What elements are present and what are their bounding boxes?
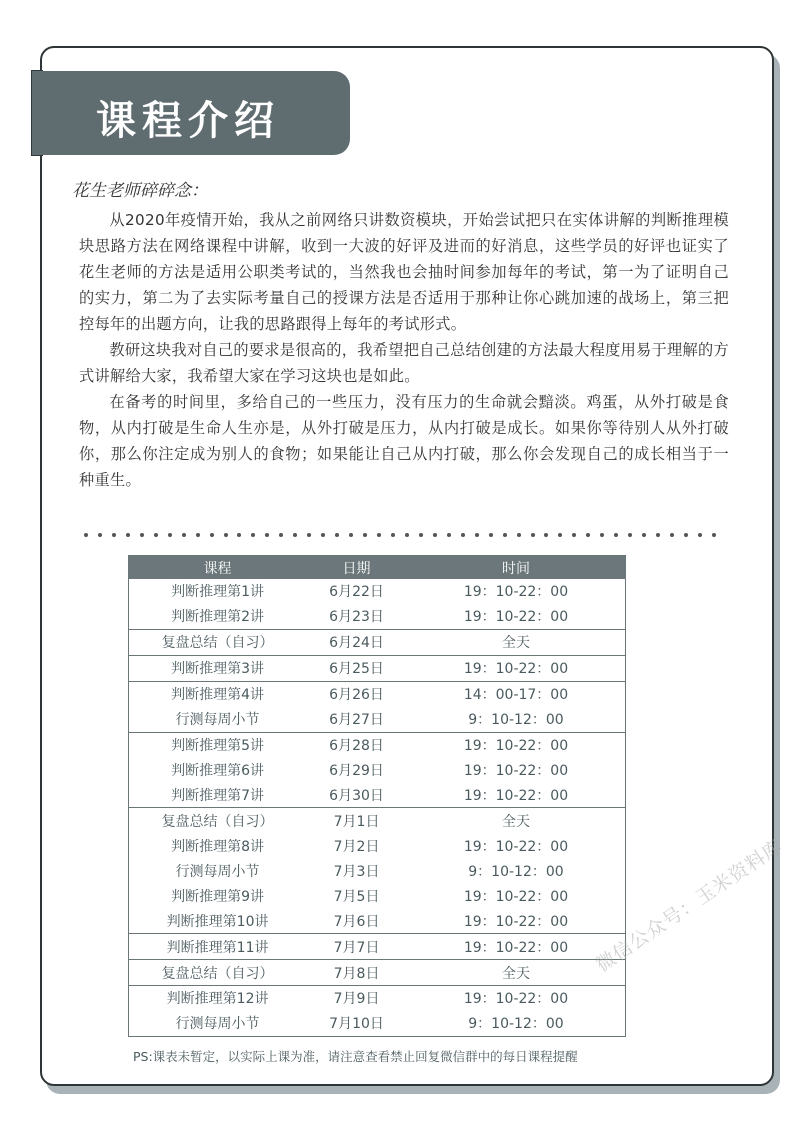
table-row [129,629,626,655]
cell-course: 行测每周小节 [175,863,260,880]
divider-dot [489,533,493,537]
cell-date: 7月5日 [333,888,380,905]
cell-date: 7月6日 [333,913,380,930]
divider-dot [572,533,576,537]
intro-text [79,207,729,493]
divider-dot [558,533,562,537]
cell-course: 复盘总结（自习） [129,629,307,655]
divider-dot [349,533,353,537]
divider-dot [293,533,297,537]
dotted-divider [84,529,716,541]
divider-dot [698,533,702,537]
cell-course: 判断推理第8讲 [171,838,265,855]
divider-dot [419,533,423,537]
cell-course: 判断推理第3讲 [129,655,307,681]
cell-date: 7月10日 [329,1016,384,1033]
divider-dot [684,533,688,537]
divider-dot [251,533,255,537]
divider-dot [628,533,632,537]
table-row [129,960,626,986]
table-row [129,986,626,1011]
divider-dot [614,533,618,537]
cell-date: 6月23日 [329,609,384,626]
divider-dot [335,533,339,537]
cell-time: 19：10-22：00 [463,584,569,601]
table-row [129,883,626,908]
cell-course: 判断推理第2讲 [171,609,265,626]
divider-dot [307,533,311,537]
cell-time: 9：10-12：00 [468,1016,564,1033]
cell-course: 判断推理第1讲 [171,584,265,601]
divider-dot [154,533,158,537]
table-header-row [129,556,626,580]
cell-date: 7月2日 [333,838,380,855]
cell-date: 6月24日 [306,629,407,655]
table-row [129,579,626,604]
table-row [129,758,626,783]
intro-paragraph: 教研这块我对自己的要求是很高的，我希望把自己总结创建的方法最大程度用易于理解的方式讲解给大家，我希望大家在学习这块也是如此。 [79,341,729,385]
divider-dot [98,533,102,537]
table-row [129,833,626,858]
cell-course: 判断推理第4讲 [129,681,307,706]
table-row [129,783,626,808]
cell-date: 7月7日 [306,934,407,960]
cell-time: 19：10-22：00 [463,913,569,930]
cell-date: 7月9日 [306,986,407,1011]
table-row [129,1011,626,1036]
table-row [129,655,626,681]
cell-time: 14：00-17：00 [407,681,626,706]
table-row [129,808,626,833]
table-row [129,908,626,933]
divider-dot [126,533,130,537]
cell-time: 全天 [407,960,626,986]
cell-time: 19：10-22：00 [407,732,626,757]
divider-dot [112,533,116,537]
header-time: 时间 [407,556,626,580]
cell-time: 19：10-22：00 [407,655,626,681]
cell-course: 判断推理第6讲 [171,763,265,780]
divider-dot [586,533,590,537]
cell-time: 19：10-22：00 [463,838,569,855]
table-row [129,707,626,732]
divider-dot [712,533,716,537]
divider-dot [447,533,451,537]
cell-time: 9：10-12：00 [468,712,564,729]
divider-dot [475,533,479,537]
divider-dot [363,533,367,537]
divider-dot [84,533,88,537]
divider-dot [321,533,325,537]
cell-date: 6月22日 [329,584,384,601]
cell-date: 7月8日 [306,960,407,986]
table-row [129,732,626,757]
intro-paragraph: 在备考的时间里，多给自己的一些压力，没有压力的生命就会黯淡。鸡蛋，从外打破是食物，从内打破是生命人生亦是，从外打破是压力，从内打破是成长。如果你等待别人从外打破你，那么你注定成为别人的食物；如果能让自己从内打破，那么你会发现自己的成长相当于一种重生。 [79,393,729,489]
cell-course: 判断推理第5讲 [129,732,307,757]
divider-dot [140,533,144,537]
table-row [129,604,626,629]
cell-course: 复盘总结（自习） [129,808,307,833]
subtitle: 花生老师碎碎念： [72,181,208,201]
cell-course: 判断推理第10讲 [166,913,269,930]
page-title: 课程介绍 [96,97,280,144]
divider-dot [433,533,437,537]
divider-dot [461,533,465,537]
divider-dot [237,533,241,537]
cell-date: 7月1日 [306,808,407,833]
header-date: 日期 [306,556,407,580]
cell-date: 6月27日 [329,712,384,729]
cell-date: 6月30日 [329,787,384,804]
divider-dot [503,533,507,537]
cell-date: 6月28日 [306,732,407,757]
cell-course: 行测每周小节 [175,1016,260,1033]
watermark: 微信公众号：玉米资料库 [592,835,787,977]
cell-time: 全天 [407,629,626,655]
cell-course: 行测每周小节 [175,712,260,729]
divider-dot [656,533,660,537]
cell-course: 判断推理第11讲 [129,934,307,960]
divider-dot [531,533,535,537]
divider-dot [196,533,200,537]
cell-time: 9：10-12：00 [468,863,564,880]
cell-course: 判断推理第12讲 [129,986,307,1011]
divider-dot [279,533,283,537]
divider-dot [265,533,269,537]
schedule-note: PS:课表未暂定，以实际上课为准，请注意查看禁止回复微信群中的每日课程提醒 [133,1049,578,1064]
cell-time: 19：10-22：00 [407,986,626,1011]
divider-dot [168,533,172,537]
cell-time: 全天 [407,808,626,833]
divider-dot [210,533,214,537]
cell-date: 7月3日 [333,863,380,880]
divider-dot [642,533,646,537]
divider-dot [670,533,674,537]
cell-time: 19：10-22：00 [463,888,569,905]
divider-dot [391,533,395,537]
header-course: 课程 [129,556,307,580]
cell-date: 6月26日 [306,681,407,706]
divider-dot [517,533,521,537]
divider-dot [600,533,604,537]
cell-time: 19：10-22：00 [463,609,569,626]
intro-paragraph: 从2020年疫情开始，我从之前网络只讲数资模块，开始尝试把只在实体讲解的判断推理模块思路方法在网络课程中讲解，收到一大波的好评及进而的好消息，这些学员的好评也证实了花生老师的方法是适用公职类考试的，当然我也会抽时间参加每年的考试，第一为了证明自己的实力，第二为了去实际考量自己的授课方法是否适用于那种让你心跳加速的战场上，第三把控每年的出题方向，让我的思路跟得上每年的考试形式。 [79,211,729,333]
divider-dot [405,533,409,537]
table-row [129,934,626,960]
cell-course: 判断推理第7讲 [171,787,265,804]
cell-course: 判断推理第9讲 [171,888,265,905]
divider-dot [544,533,548,537]
divider-dot [224,533,228,537]
cell-date: 6月25日 [306,655,407,681]
cell-course: 复盘总结（自习） [129,960,307,986]
cell-time: 19：10-22：00 [463,787,569,804]
schedule-table [128,555,626,1037]
divider-dot [182,533,186,537]
cell-date: 6月29日 [329,763,384,780]
cell-time: 19：10-22：00 [463,763,569,780]
table-row [129,858,626,883]
cell-time: 19：10-22：00 [407,934,626,960]
table-row [129,681,626,706]
divider-dot [377,533,381,537]
